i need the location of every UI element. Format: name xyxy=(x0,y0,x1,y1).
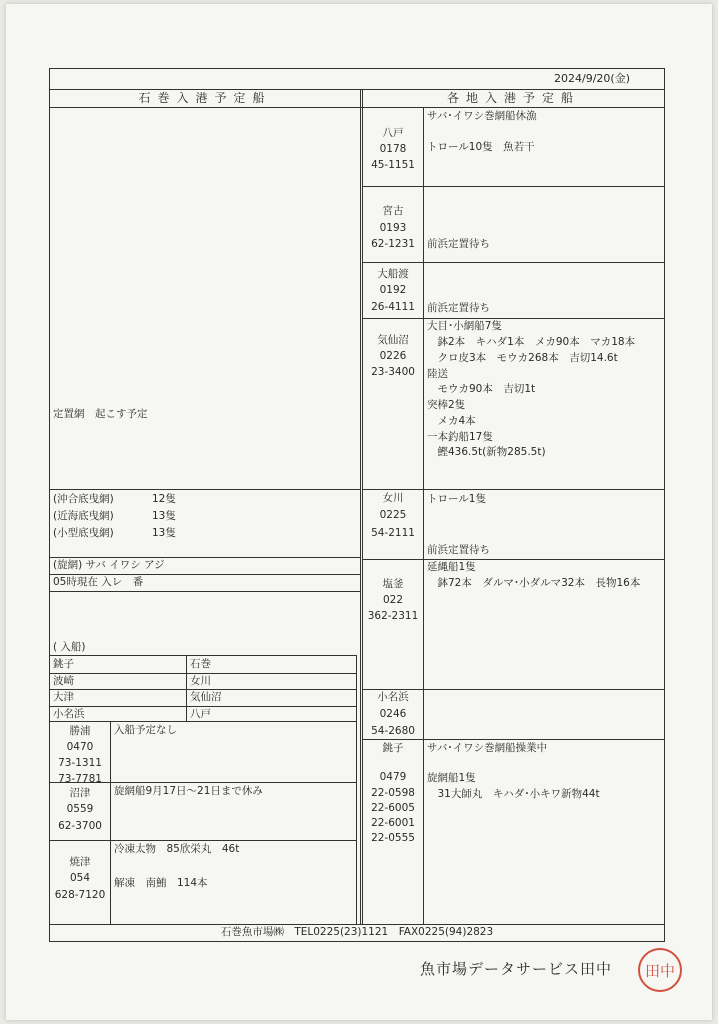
port-kesennuma-phone-2: 23-3400 xyxy=(371,366,415,378)
port-shiogama-phone-2: 362-2311 xyxy=(367,610,419,622)
port-ofunato-name: 大船渡 xyxy=(377,268,409,280)
right-header: 各地入港予定船 xyxy=(446,91,580,105)
nyusen-label: ( 入船) xyxy=(53,641,86,653)
port-choshi-phone-1: 0479 xyxy=(379,771,407,783)
port-onahama-phone-2: 54-2680 xyxy=(371,725,415,737)
port-kesennuma-info-1: 大目･小網船7隻 xyxy=(427,320,502,332)
port-ofunato-phone-1: 0192 xyxy=(379,284,407,296)
port-choshi-phone-5: 22-0555 xyxy=(371,832,415,844)
port-numazu-phone-2: 62-3700 xyxy=(58,820,102,832)
port-onahama-name: 小名浜 xyxy=(377,691,409,703)
port-kesennuma-info-2: 鉢2本 キハダ1本 メカ90本 マカ18本 xyxy=(427,336,636,348)
left-header: 石巻入港予定船 xyxy=(138,91,272,105)
nyusen-row-2-b: 女川 xyxy=(190,675,211,687)
port-onagawa-name: 女川 xyxy=(382,492,404,504)
port-choshi-name: 銚子 xyxy=(382,742,404,754)
port-ofunato-info-1: 前浜定置待ち xyxy=(427,302,490,314)
port-yaizu-info-2: 解凍 南鮪 114本 xyxy=(114,877,208,889)
port-yaizu-phone-1: 054 xyxy=(69,872,91,884)
nyusen-row-3-b: 気仙沼 xyxy=(190,691,222,703)
footer-contact: 石巻魚市場㈱ TEL0225(23)1121 FAX0225(94)2823 xyxy=(220,926,494,938)
nyusen-row-1-b: 石巻 xyxy=(190,658,211,670)
nyusen-row-1-a: 銚子 xyxy=(53,658,74,670)
port-katsuura-phone-3: 73-7781 xyxy=(58,773,102,785)
port-shiogama-info-1: 延縄船1隻 xyxy=(427,561,476,573)
port-kesennuma-info-8: 一本釣船17隻 xyxy=(427,431,493,443)
port-choshi-info-1: サバ･イワシ巻網船操業中 xyxy=(427,742,548,754)
port-kesennuma-info-4: 陸送 xyxy=(427,368,448,380)
port-kesennuma-info-5: モウカ90本 吉切1t xyxy=(427,383,536,395)
nyusen-row-4-b: 八戸 xyxy=(190,708,211,720)
port-hachinohe-info-1: サバ･イワシ巻網船休漁 xyxy=(427,110,537,122)
port-shiogama-name: 塩釜 xyxy=(382,578,404,590)
port-numazu-name: 沼津 xyxy=(69,787,91,799)
trawl-offshore-label: (沖合底曳網) xyxy=(53,493,114,505)
port-hachinohe-info-2: トロール10隻 魚若干 xyxy=(427,141,535,153)
report-date: 2024/9/20(金) xyxy=(554,72,630,85)
port-shiogama-info-2: 鉢72本 ダルマ･小ダルマ32本 長物16本 xyxy=(427,577,641,589)
port-onagawa-phone-2: 54-2111 xyxy=(371,527,415,539)
trawl-coastal-count: 13隻 xyxy=(152,510,176,522)
status-note: 05時現在 入レ 番 xyxy=(53,576,144,588)
port-hachinohe-phone-1: 0178 xyxy=(379,143,407,155)
port-hachinohe-name: 八戸 xyxy=(382,127,404,139)
report-table xyxy=(49,68,665,942)
port-hachinohe-phone-2: 45-1151 xyxy=(371,159,415,171)
port-yaizu-info-1: 冷凍太物 85欣栄丸 46t xyxy=(114,843,240,855)
nyusen-row-3-a: 大津 xyxy=(53,691,74,703)
trawl-small-count: 13隻 xyxy=(152,527,176,539)
trawl-offshore-count: 12隻 xyxy=(152,493,176,505)
port-kesennuma-info-3: クロ皮3本 モウカ268本 吉切14.6t xyxy=(427,352,618,364)
port-ofunato-phone-2: 26-4111 xyxy=(371,301,415,313)
port-kesennuma-info-7: メカ4本 xyxy=(427,415,476,427)
nyusen-row-2-a: 波崎 xyxy=(53,675,74,687)
port-choshi-phone-3: 22-6005 xyxy=(371,802,415,814)
port-miyako-phone-1: 0193 xyxy=(379,222,407,234)
makiami-note: (旋網) サバ イワシ アジ xyxy=(53,559,165,571)
signature: 魚市場データサービス田中 xyxy=(420,960,613,978)
port-kesennuma-info-6: 突棒2隻 xyxy=(427,399,466,411)
port-miyako-name: 宮古 xyxy=(382,205,404,217)
port-onagawa-phone-1: 0225 xyxy=(379,509,407,521)
port-kesennuma-name: 気仙沼 xyxy=(377,334,409,346)
trawl-small-label: (小型底曳網) xyxy=(53,527,114,539)
port-katsuura-info-1: 入船予定なし xyxy=(114,724,177,736)
port-choshi-phone-4: 22-6001 xyxy=(371,817,415,829)
port-kesennuma-phone-1: 0226 xyxy=(379,350,407,362)
port-choshi-info-3: 31大師丸 キハダ･小キワ新物44t xyxy=(427,788,600,800)
port-katsuura-phone-1: 0470 xyxy=(66,741,94,753)
port-onagawa-info-2: 前浜定置待ち xyxy=(427,544,490,556)
trawl-coastal-label: (近海底曳網) xyxy=(53,510,114,522)
port-kesennuma-info-9: 鰹436.5t(新物285.5t) xyxy=(427,446,546,458)
nyusen-row-4-a: 小名浜 xyxy=(53,708,85,720)
port-yaizu-name: 焼津 xyxy=(69,856,91,868)
port-yaizu-phone-2: 628-7120 xyxy=(54,889,106,901)
port-katsuura-name: 勝浦 xyxy=(69,725,91,737)
port-shiogama-phone-1: 022 xyxy=(382,594,404,606)
port-numazu-info-1: 旋網船9月17日～21日まで休み xyxy=(114,785,263,797)
port-miyako-info-1: 前浜定置待ち xyxy=(427,238,490,250)
port-katsuura-phone-2: 73-1311 xyxy=(58,757,102,769)
seal-stamp: 田中 xyxy=(638,948,682,992)
port-onahama-phone-1: 0246 xyxy=(379,708,407,720)
port-choshi-info-2: 旋網船1隻 xyxy=(427,772,476,784)
port-numazu-phone-1: 0559 xyxy=(66,803,94,815)
teichi-note: 定置網 起こす予定 xyxy=(53,408,148,420)
port-choshi-phone-2: 22-0598 xyxy=(371,787,415,799)
port-onagawa-info-1: トロール1隻 xyxy=(427,493,486,505)
port-miyako-phone-2: 62-1231 xyxy=(371,238,415,250)
